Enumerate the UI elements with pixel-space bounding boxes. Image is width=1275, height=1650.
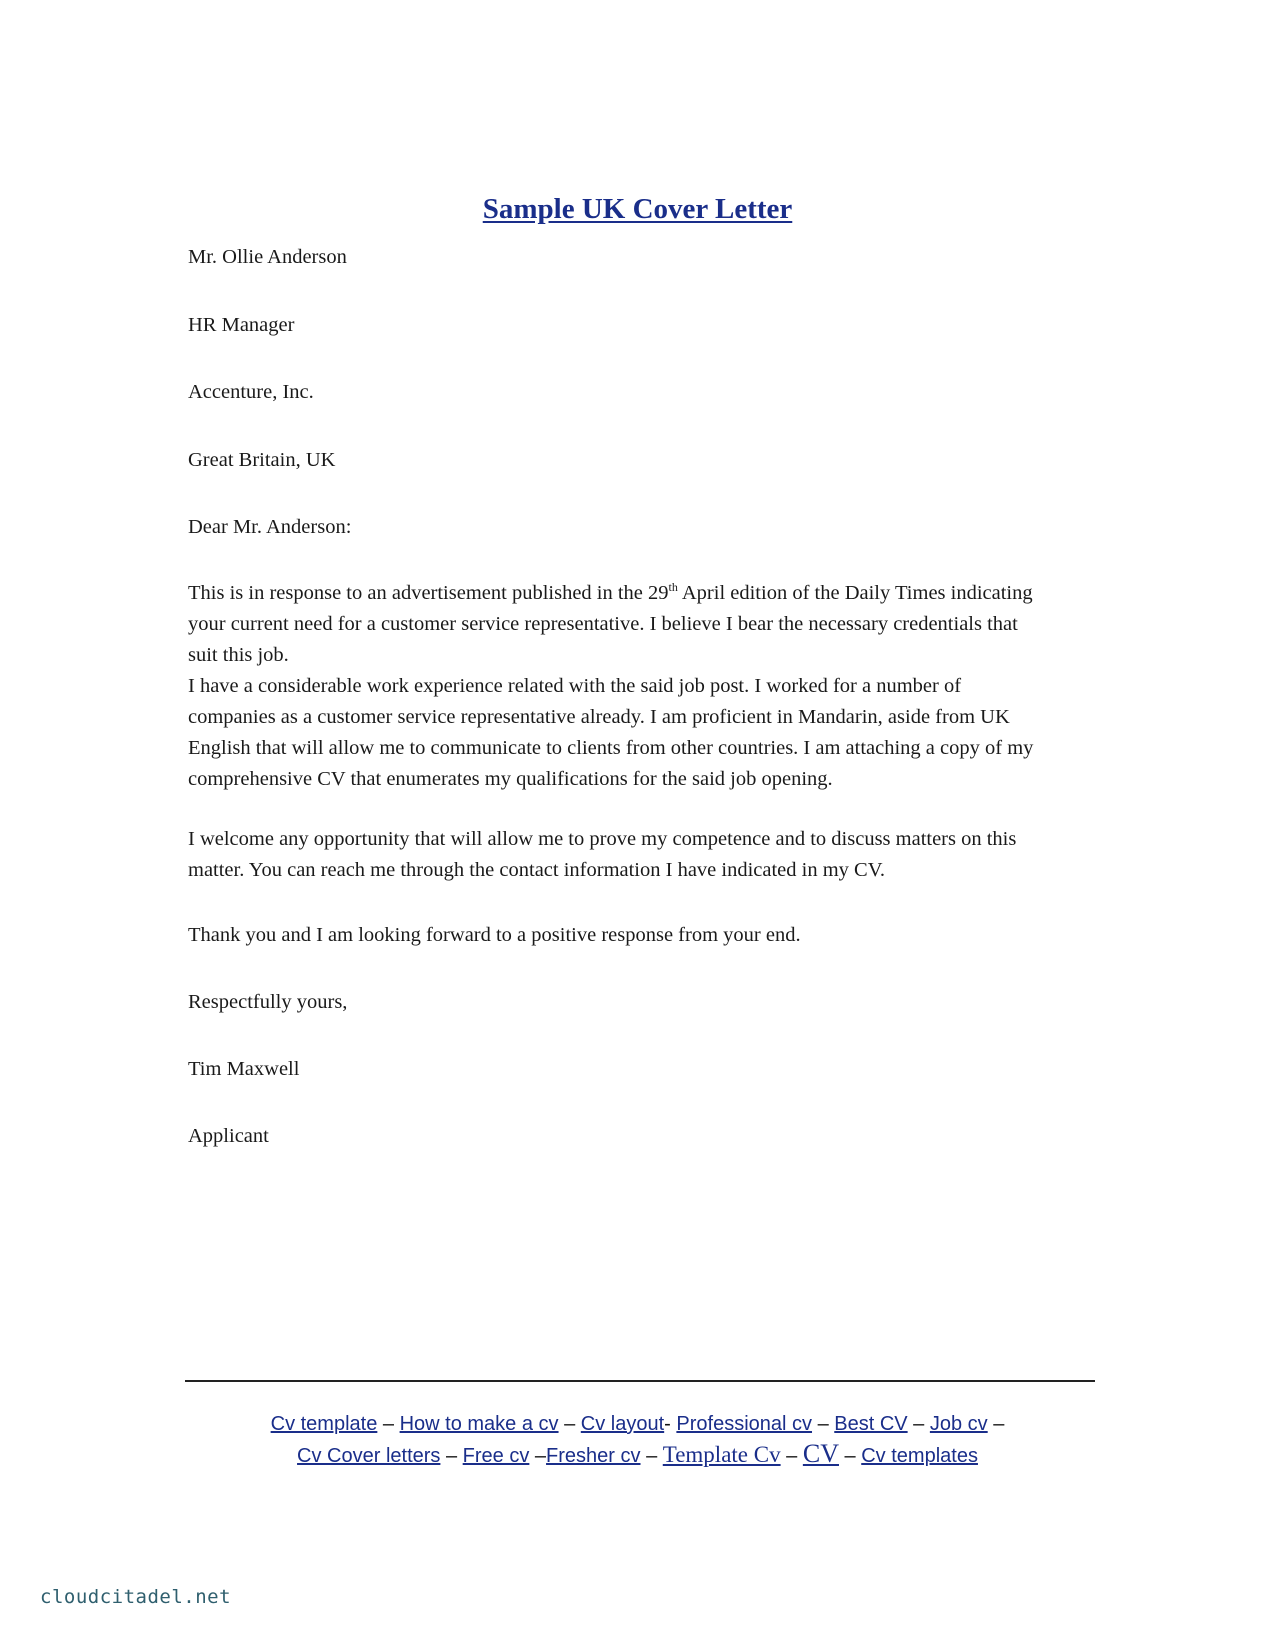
paragraph-3-line: matter. You can reach me through the contact information I have indicated in my CV.	[188, 859, 886, 881]
footer-divider	[185, 1380, 1095, 1382]
paragraph-1	[188, 578, 1088, 671]
separator: –	[558, 1413, 581, 1435]
link-template-cv[interactable]: Template Cv	[662, 1442, 781, 1467]
separator: –	[907, 1413, 930, 1435]
separator: –	[440, 1445, 463, 1467]
closing: Respectfully yours,	[188, 991, 348, 1013]
link-cv-cover-letters[interactable]: Cv Cover letters	[297, 1445, 441, 1467]
separator: –	[377, 1413, 400, 1435]
recipient-company: Accenture, Inc.	[188, 381, 314, 403]
paragraph-2-line: companies as a customer service representative already. I am proficient in Mandarin, aside from UK	[188, 706, 1010, 728]
separator: –	[529, 1445, 547, 1467]
recipient-name: Mr. Ollie Anderson	[188, 246, 347, 268]
link-cv-template[interactable]: Cv template	[270, 1413, 378, 1435]
link-best-cv[interactable]: Best CV	[834, 1413, 908, 1435]
link-professional-cv[interactable]: Professional cv	[676, 1413, 813, 1435]
link-cv[interactable]: CV	[802, 1439, 839, 1468]
watermark: cloudcitadel.net	[40, 1586, 232, 1608]
separator: –	[780, 1445, 803, 1467]
link-free-cv[interactable]: Free cv	[462, 1445, 530, 1467]
link-job-cv[interactable]: Job cv	[929, 1413, 988, 1435]
paragraph-3-line: I welcome any opportunity that will allow me to prove my competence and to discuss matters on this	[188, 828, 1017, 850]
footer-links-row-1	[0, 1413, 1275, 1436]
separator: –	[987, 1413, 1005, 1435]
signature-role: Applicant	[188, 1125, 269, 1147]
thanks-line: Thank you and I am looking forward to a positive response from your end.	[188, 924, 801, 946]
paragraph-2-line: English that will allow me to communicate to clients from other countries. I am attaching a copy of my	[188, 737, 1034, 759]
separator: –	[838, 1445, 862, 1467]
link-cv-templates[interactable]: Cv templates	[861, 1445, 978, 1467]
paragraph-2-line: I have a considerable work experience related with the said job post. I worked for a number of	[188, 675, 962, 697]
recipient-title: HR Manager	[188, 314, 295, 336]
salutation: Dear Mr. Anderson:	[188, 516, 352, 538]
footer-links-row-2	[0, 1439, 1275, 1469]
paragraph-1-line-2: your current need for a customer service representative. I believe I bear the necessary credentials that	[188, 613, 1018, 635]
paragraph-1-line-1: This is in response to an advertisement published in the 29th April edition of the Daily Times indicating	[188, 580, 1033, 604]
link-fresher-cv[interactable]: Fresher cv	[546, 1445, 641, 1467]
separator: –	[640, 1445, 663, 1467]
paragraph-2	[188, 671, 1088, 795]
signature-name: Tim Maxwell	[188, 1058, 300, 1080]
link-how-to-make-cv[interactable]: How to make a cv	[399, 1413, 559, 1435]
letter-title: Sample UK Cover Letter	[482, 193, 793, 225]
link-cv-layout[interactable]: Cv layout	[580, 1413, 665, 1435]
recipient-location: Great Britain, UK	[188, 449, 336, 471]
paragraph-1-line-3: suit this job.	[188, 644, 289, 666]
separator: -	[664, 1413, 677, 1435]
paragraph-3	[188, 824, 1088, 886]
separator: –	[812, 1413, 835, 1435]
paragraph-2-line: comprehensive CV that enumerates my qualifications for the said job opening.	[188, 768, 833, 790]
